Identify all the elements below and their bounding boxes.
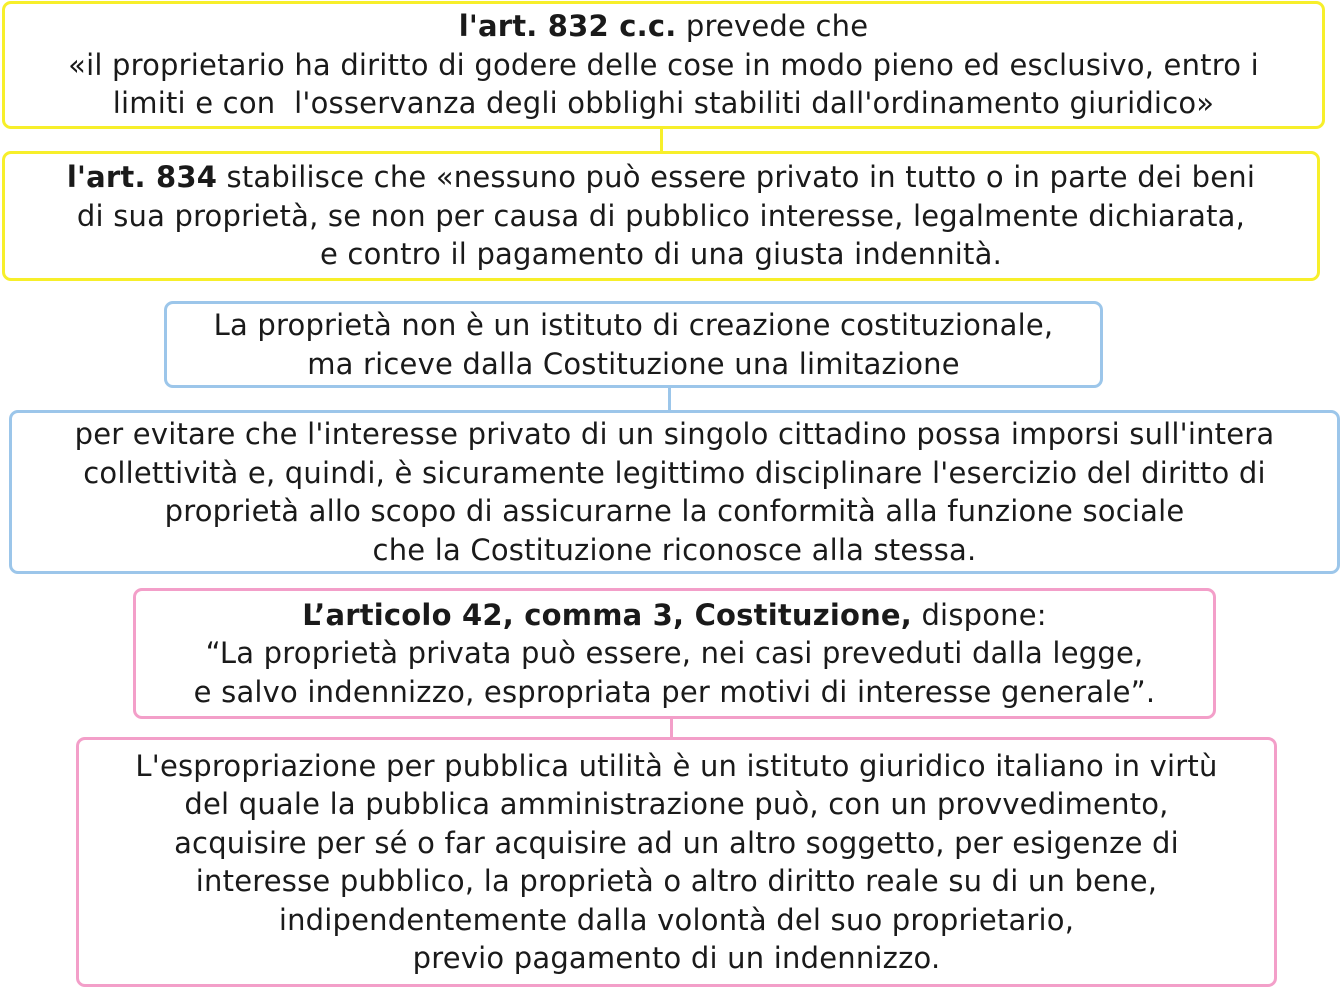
social-function-line-4: che la Costituzione riconosce alla stessa. — [372, 532, 977, 567]
art-832-title: l'art. 832 c.c. — [458, 9, 677, 44]
art-832-intro: prevede che — [676, 9, 869, 44]
art-42-title: L’articolo 42, comma 3, Costituzione, — [302, 597, 913, 632]
connector-box5-box6 — [670, 717, 673, 739]
expropriation-line-2: del quale la pubblica amministrazione può, con un provvedimento, — [184, 787, 1169, 821]
expropriation-line-1: L'espropriazione per pubblica utilità è un istituto giuridico italiano in virtù — [135, 748, 1218, 783]
expropriation-line-5: indipendentemente dalla volontà del suo proprietario, — [278, 902, 1075, 937]
art-42-intro: dispone: — [912, 597, 1047, 632]
constitutional-limitation-line-1: La proprietà non è un istituto di creazione costituzionale, — [213, 308, 1054, 342]
art-42-box — [133, 588, 1216, 719]
expropriation-line-3: acquisire per sé o far acquisire ad un altro soggetto, per esigenze di — [174, 825, 1179, 860]
expropriation-line-4: interesse pubblico, la proprietà o altro diritto reale su di un bene, — [195, 864, 1158, 898]
connector-box3-box4 — [668, 386, 671, 412]
social-function-line-1: per evitare che l'interesse privato di un singolo cittadino possa imporsi sull'intera — [74, 417, 1275, 451]
art-834-line-2: di sua proprietà, se non per causa di pubblico interesse, legalmente dichiarata, — [76, 198, 1246, 233]
social-function-line-2: collettività e, quindi, è sicuramente legittimo disciplinare l'esercizio del diritto di — [83, 455, 1266, 490]
art-832-heading-line — [459, 7, 869, 46]
constitutional-limitation-line-2: ma riceve dalla Costituzione una limitazione — [307, 346, 960, 381]
art-42-quote-line-2: e salvo indennizzo, espropriata per motivi di interesse generale”. — [193, 674, 1156, 709]
social-function-line-3: proprietà allo scopo di assicurarne la conformità alla funzione sociale — [164, 494, 1185, 528]
art-832-quote-line-1: «il proprietario ha diritto di godere delle cose in modo pieno ed esclusivo, entro i — [68, 47, 1259, 82]
connector-box1-box2 — [660, 128, 663, 152]
art-832-quote-line-2: limiti e con l'osservanza degli obblighi stabiliti dall'ordinamento giuridico» — [112, 86, 1215, 121]
art-42-heading-line — [302, 596, 1047, 635]
art-42-quote-line-1: “La proprietà privata può essere, nei casi preveduti dalla legge, — [205, 636, 1144, 671]
art-834-line-3: e contro il pagamento di una giusta indennità. — [319, 237, 1003, 272]
art-834-title: l'art. 834 — [66, 160, 218, 195]
expropriation-line-6: previo pagamento di un indennizzo. — [412, 941, 941, 975]
art-832-box — [2, 1, 1325, 129]
constitutional-limitation-box — [164, 301, 1103, 388]
art-834-box — [2, 151, 1320, 281]
art-834-heading-line — [67, 158, 1255, 197]
art-834-intro: stabilisce che «nessuno può essere privato in tutto o in parte dei beni — [217, 160, 1256, 195]
social-function-box — [9, 410, 1340, 574]
expropriation-definition-box — [76, 737, 1277, 987]
